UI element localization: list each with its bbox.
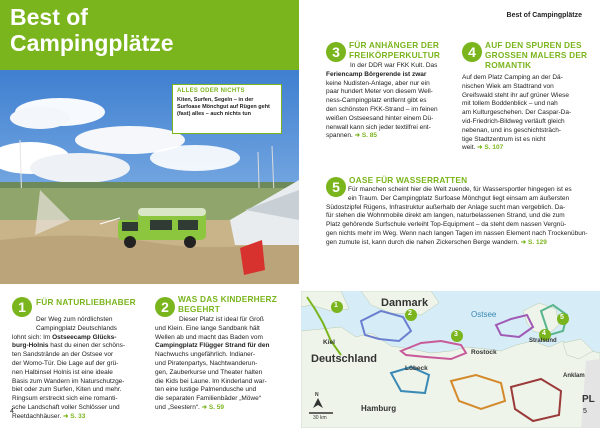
map-label-hamburg: Hamburg: [361, 404, 397, 413]
map-marker: 1: [334, 302, 338, 309]
page-reference[interactable]: ➜ S. 85: [354, 132, 377, 140]
north-arrow-label: N: [315, 392, 319, 398]
map-label-rostock: Rostock: [471, 349, 497, 356]
map-label-kiel: Kiel: [323, 339, 335, 346]
section-number-badge: 3: [326, 42, 346, 62]
map-scale-label: 30 km: [313, 415, 327, 421]
map-marker: 5: [560, 314, 564, 321]
section-title: FÜR NATURLIEBHABER: [36, 297, 136, 307]
section-body: Dieser Platz ist ideal für Groß und Klein. Eine lange Sandbank hält Wellen ab und macht das Baden vom Campingplatz Flügger Strand für den Nachwuchs ungefährlich. Indianer- und Piratenpartys, Nachtwanderun- gen, Zauberkurse und Theater halten die Kids bei Laune. Im Kinderland war- ten eine lustige Palmendusche und die separaten Familienbäder „Möwe“ und „Seestern“. ➜ S. 59: [155, 316, 270, 411]
section-body: In der DDR war FKK Kult. Das Feriencamp Börgerende ist zwar keine Nudisten-Anlage, aber nur ein paar hundert Meter von diesem Well- ness-Campingplatz entfernt gibt es den schönsten FKK-Strand – im feinen weißen Ostseesand hinter einem Dü- nenwall kann sich jeder textilfrei ent- spannen. ➜ S. 85: [326, 62, 438, 140]
map-label-anklam: Anklam: [563, 373, 585, 379]
running-head: Best of Campingplätze: [506, 12, 582, 19]
section-title: WAS DAS KINDERHERZ BEGEHRT: [178, 294, 278, 314]
page-reference[interactable]: ➜ S. 129: [520, 238, 547, 246]
section-body: Für manchen scheint hier die Welt zuende, für Wassersportler hingegen ist es ein Traum. Der Campingplatz Surfoase Mönchgut liegt einsam am äußersten Südostzipfel Rügens, Infrastruktur außerhalb der Anlage sucht man vergeblich. Da- für stehen die Wohnmobile direkt am langen, naturbelassenen Strand, und die zum Platz gehörende Surfschule verleiht Top-Equipment – da steht dem nassen Vergnü- gen nichts mehr im Weg. Wenn nach langen Tagen im nassen Element nach Trockenübun- gen zumute ist, kann durch die nahen Zickerschen Berge wandern. ➜ S. 129: [326, 186, 588, 246]
map-marker: 4: [542, 330, 546, 337]
section-body: Der Weg zum nördlichsten Campingplatz Deutschlands lohnt sich: Im Ostseecamp Glücks- burg-Holnis hast du einen der schöns- ten Sandstrände an der Ostsee vor der Womo-Tür. Die Lage auf der grü- nen Halbinsel Holnis ist eine ideale Basis zum Wandern im Naturschutzge- biet oder zum Surfen, Kiten und mehr. Ringsum erstreckt sich eine romanti- sche Landschaft voller Schlösser und Reetdachhäuser. ➜ S. 33: [12, 316, 126, 420]
page-reference[interactable]: ➜ S. 33: [62, 412, 86, 420]
section-title: AUF DEN SPUREN DES GROSSEN MALERS DER ROMANTIK: [485, 40, 588, 70]
map-marker: 2: [408, 310, 412, 317]
section-number-badge: 5: [326, 177, 346, 197]
section-number-badge: 4: [462, 42, 482, 62]
section-number-badge: 2: [155, 297, 175, 317]
map-label-ostsee: Ostsee: [471, 310, 497, 319]
page-title: [10, 4, 174, 56]
section-title: OASE FÜR WASSERRATTEN: [349, 175, 468, 185]
map-label-deutschland: Deutschland: [311, 353, 378, 365]
map-marker: 3: [454, 331, 458, 338]
map-label-luebeck: Lübeck: [405, 365, 428, 372]
page-number: 4: [10, 408, 14, 415]
title-band: [0, 0, 299, 70]
section-body: Auf dem Platz Camping an der Dä- nischen Wiek am Stadtrand von Greifswald steht ihr auf grüner Wiese mit tollem Boddenblick – und nah am Kulturgeschehen. Der Caspar-Da- vid-Friedrich-Bildweg verläuft gleich nebenan, und ins geschichtsträch- tige Stadtzentrum ist es nicht weit. ➜ S. 107: [462, 74, 572, 152]
callout-text: Kiten, Surfen, Segeln – in der Surfoase Mönchgut auf Rügen geht (fast) alles – auch nichts tun: [177, 97, 270, 117]
map-label-stralsund: Stralsund: [529, 338, 557, 344]
page-reference[interactable]: ➜ S. 107: [477, 144, 504, 152]
page-number: 5: [583, 408, 587, 415]
title-line-1: Best of: [10, 4, 88, 30]
title-line-2: Campingplätze: [10, 30, 174, 56]
section-title: FÜR ANHÄNGER DER FREIKÖRPERKULTUR: [349, 40, 441, 60]
callout-title: ALLES ODER NICHTS: [177, 88, 245, 94]
map-label-pl: PL: [582, 394, 595, 405]
section-number-badge: 1: [12, 297, 32, 317]
page-reference[interactable]: ➜ S. 59: [201, 403, 225, 411]
region-map: [301, 291, 600, 428]
photo-callout: [172, 84, 282, 134]
map-label-danmark: Danmark: [381, 297, 429, 309]
